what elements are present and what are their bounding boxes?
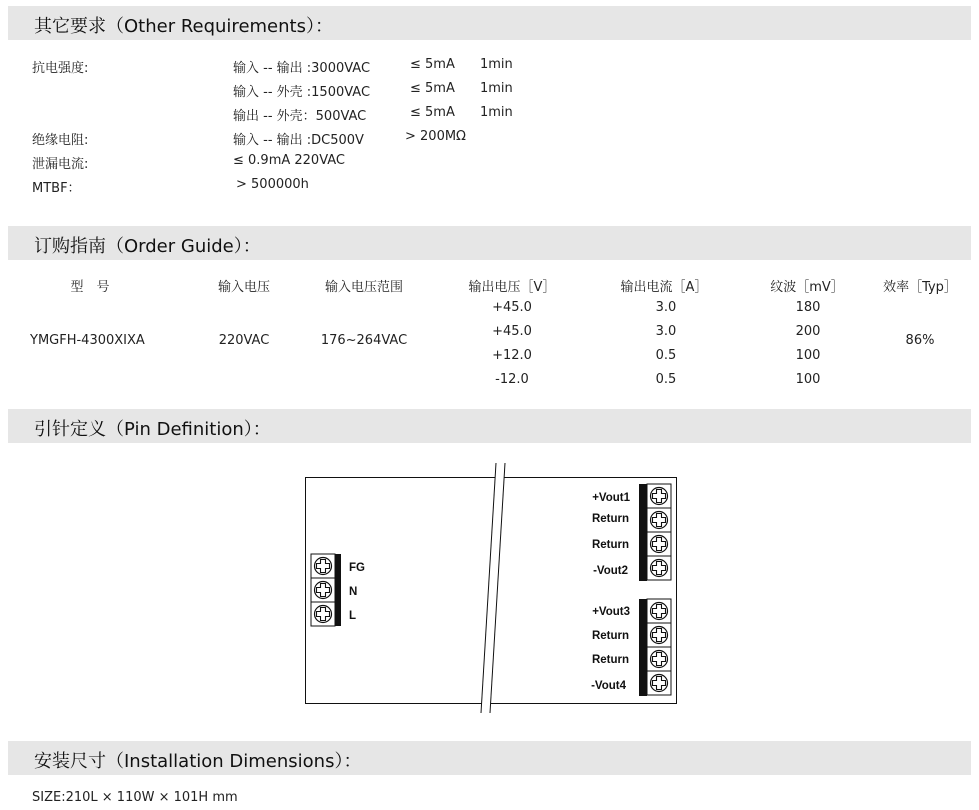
cell-ripple: 200 (795, 324, 821, 339)
header-input-voltage: 输入电压 (217, 280, 270, 295)
terminal-screw-icon (647, 556, 671, 580)
section-title: 引针定义（Pin Definition）： (34, 419, 271, 440)
cell-model: YMGFH-4300XIXA (30, 333, 145, 348)
mtbf-value: > 500000h (236, 177, 309, 192)
insulation-value: > 200MΩ (405, 129, 466, 144)
header-output-voltage: 输出电压［V］ (468, 280, 556, 295)
pin-label: Return (591, 654, 629, 666)
header-ripple: 纹波［mV］ (770, 280, 844, 295)
section-title: 订购指南（Order Guide）： (34, 236, 261, 257)
size-text: SIZE:210L × 110W × 101H mm (32, 790, 238, 805)
cell-input-voltage: 220VAC (218, 333, 270, 348)
isolation-leak-1: ≤ 5mA (410, 57, 455, 72)
pin-label: -Vout4 (591, 680, 626, 692)
insulation-path: 输入 -- 输出 :DC500V (233, 133, 364, 148)
cell-efficiency: 86% (905, 333, 935, 348)
insulation-label: 绝缘电阻: (32, 133, 89, 148)
pin-label: N (349, 586, 358, 598)
pin-label: FG (349, 562, 365, 574)
cell-ripple: 100 (795, 348, 821, 363)
header-input-range: 输入电压范围 (324, 280, 403, 295)
isolation-path-2: 输入 -- 外壳 :1500VAC (233, 85, 371, 100)
cell-input-range: 176~264VAC (320, 333, 408, 348)
terminal-screw-icon (311, 602, 335, 626)
mtbf-label: MTBF： (32, 181, 81, 196)
isolation-leak-2: ≤ 5mA (410, 81, 455, 96)
isolation-path-1: 输入 -- 输出 :3000VAC (233, 61, 371, 76)
pin-label: Return (591, 513, 629, 525)
terminal-screw-icon (647, 508, 671, 532)
isolation-label: 抗电强度: (32, 61, 89, 76)
terminal-screw-icon (647, 671, 671, 695)
pin-label: L (349, 610, 357, 622)
isolation-path-3: 输出 -- 外壳：500VAC (233, 109, 367, 124)
cell-output-voltage: +12.0 (492, 348, 532, 363)
isolation-leak-3: ≤ 5mA (410, 105, 455, 120)
input-terminal-block (311, 554, 341, 626)
isolation-time-3: 1min (480, 105, 513, 120)
terminal-screw-icon (647, 484, 671, 508)
header-output-current: 输出电流［A］ (620, 280, 708, 295)
cell-ripple: 180 (795, 300, 821, 315)
pin-label: +Vout3 (592, 606, 630, 618)
cell-output-voltage: -12.0 (495, 372, 529, 387)
pin-label: Return (591, 539, 629, 551)
cell-output-voltage: +45.0 (492, 324, 532, 339)
isolation-time-1: 1min (480, 57, 513, 72)
header-model: 型 号 (70, 280, 110, 295)
header-efficiency: 效率［Typ］ (883, 280, 957, 295)
terminal-screw-icon (311, 554, 335, 578)
terminal-screw-icon (647, 599, 671, 623)
pin-label: Return (591, 630, 629, 642)
terminal-screw-icon (311, 578, 335, 602)
cell-output-current: 0.5 (655, 348, 677, 363)
terminal-screw-icon (647, 647, 671, 671)
cell-output-voltage: +45.0 (492, 300, 532, 315)
section-title: 其它要求（Other Requirements）： (34, 16, 333, 37)
output-terminal-block-1 (639, 484, 671, 581)
leakage-label: 泄漏电流: (32, 157, 89, 172)
cell-output-current: 0.5 (655, 372, 677, 387)
leakage-value: ≤ 0.9mA 220VAC (233, 153, 346, 168)
pin-label: -Vout2 (593, 565, 628, 577)
section-title: 安装尺寸（Installation Dimensions）： (34, 751, 362, 772)
output-terminal-block-2 (639, 599, 671, 696)
terminal-screw-icon (647, 623, 671, 647)
terminal-screw-icon (647, 532, 671, 556)
cell-output-current: 3.0 (655, 300, 677, 315)
cell-output-current: 3.0 (655, 324, 677, 339)
cell-ripple: 100 (795, 372, 821, 387)
pin-label: +Vout1 (592, 492, 630, 504)
isolation-time-2: 1min (480, 81, 513, 96)
section-installation-dimensions (8, 741, 971, 775)
